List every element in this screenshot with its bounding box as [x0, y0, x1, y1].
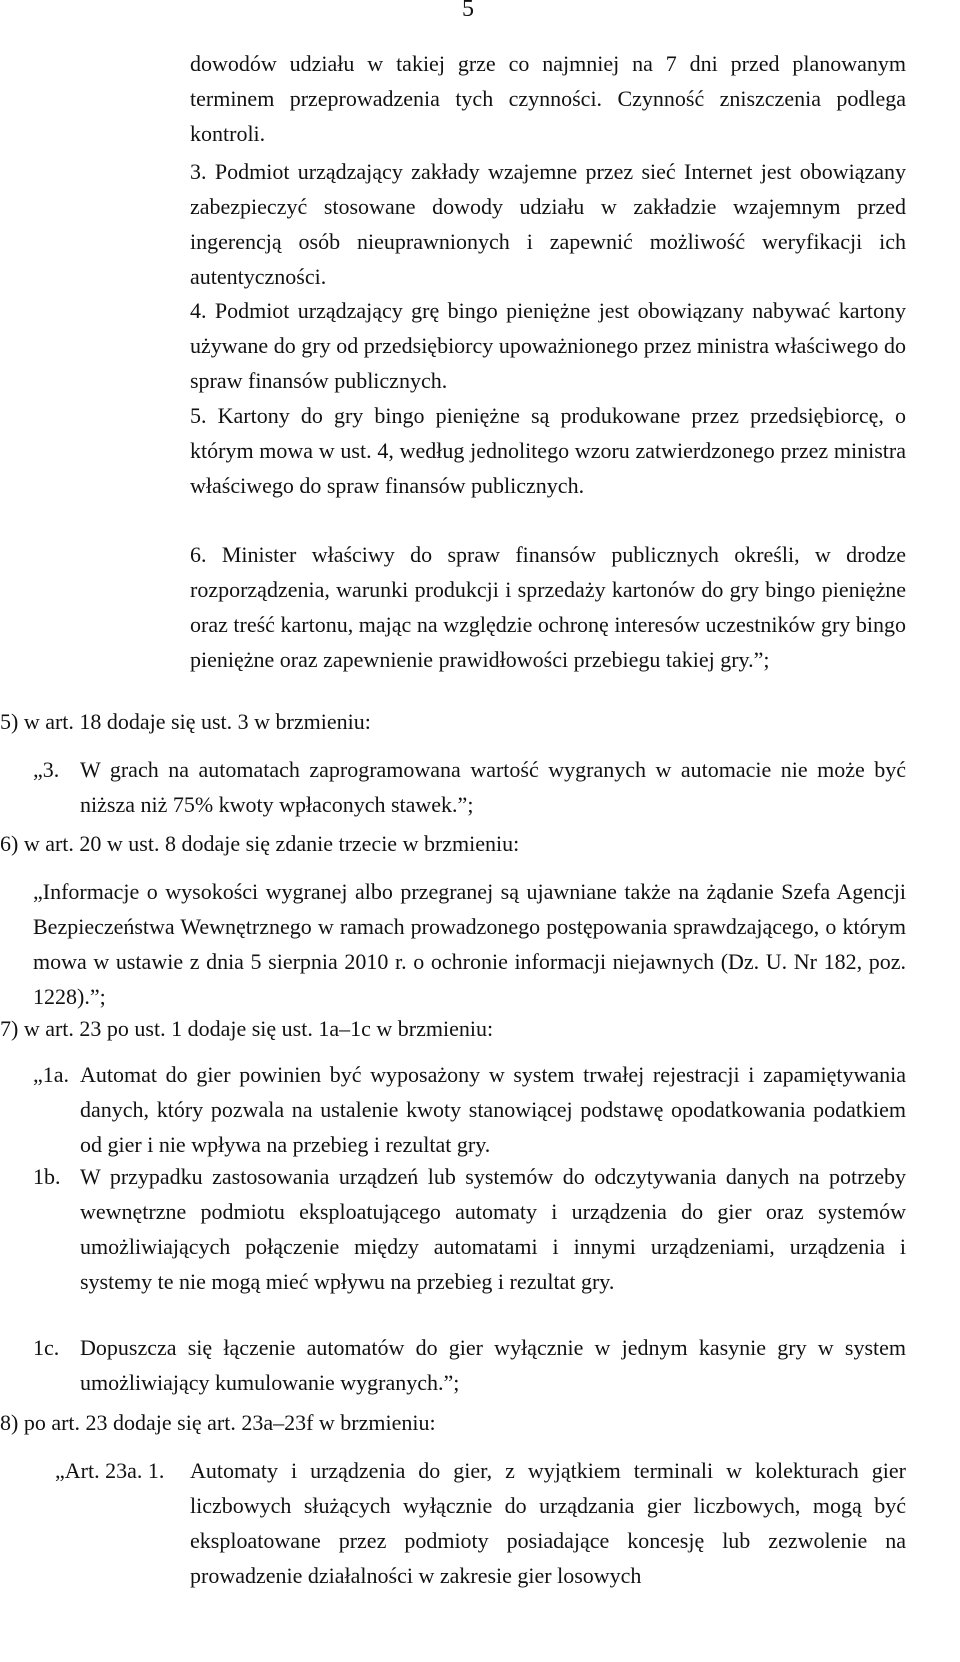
quoted-provision-3-text: W grach na automatach zaprogramowana wartość wygranych w automacie nie może być niższa niż 75% kwoty wpłaconych stawek.”;: [80, 757, 906, 817]
quoted-article-23a-label: „Art. 23a. 1.: [55, 1458, 165, 1483]
amendment-item-7: 7) w art. 23 po ust. 1 dodaje się ust. 1a–1c w brzmieniu:: [0, 1016, 494, 1041]
quoted-sentence-art-20: „Informacje o wysokości wygranej albo przegranej są ujawniane także na żądanie Szefa Agencji Bezpieczeństwa Wewnętrznego w ramach prowadzonego postępowania sprawdzającego, o którym mowa w ustawie z dnia 5 sierpnia 2010 r. o ochronie informacji niejawnych (Dz. U. Nr 182, poz. 1228).”;: [33, 879, 906, 1009]
paragraph-5: 5. Kartony do gry bingo pieniężne są produkowane przez przedsiębiorcę, o którym mowa w ust. 4, według jednolitego wzoru zatwierdzonego przez ministra właściwego do spraw finansów publicznych.: [190, 403, 906, 498]
continuation-paragraph: dowodów udziału w takiej grze co najmniej na 7 dni przed planowanym terminem przeprowadzenia tych czynności. Czynność zniszczenia podlega kontroli.: [190, 51, 906, 146]
quoted-article-23a-text: Automaty i urządzenia do gier, z wyjątkiem terminali w kolekturach gier liczbowych służących wyłącznie do urządzania gier liczbowych, mogą być eksploatowane przez podmioty posiadające koncesję lub zezwolenie na prowadzenie działalności w zakresie gier losowych: [190, 1458, 906, 1588]
quoted-provision-1a-text: Automat do gier powinien być wyposażony w system trwałej rejestracji i zapamiętywania danych, który pozwala na ustalenie kwoty stanowiącej podstawę opodatkowania podatkiem od gier i nie wpływa na przebieg i rezultat gry.: [80, 1062, 906, 1157]
quoted-provision-1b-label: 1b.: [33, 1164, 61, 1189]
paragraph-4: 4. Podmiot urządzający grę bingo pieniężne jest obowiązany nabywać kartony używane do gry od przedsiębiorcy upoważnionego przez ministra właściwego do spraw finansów publicznych.: [190, 298, 906, 393]
quoted-provision-1b-text: W przypadku zastosowania urządzeń lub systemów do odczytywania danych na potrzeby wewnętrzne podmiotu eksploatującego automaty i urządzenia do gier oraz systemów umożliwiających połączenie między automatami i innymi urządzeniami, urządzenia i systemy te nie mogą mieć wpływu na przebieg i rezultat gry.: [80, 1164, 906, 1294]
page-number: 5: [462, 0, 474, 22]
quoted-provision-1c-label: 1c.: [33, 1335, 60, 1360]
quoted-provision-1a-label: „1a.: [33, 1062, 70, 1087]
paragraph-6: 6. Minister właściwy do spraw finansów publicznych określi, w drodze rozporządzenia, warunki produkcji i sprzedaży kartonów do gry bingo pieniężne oraz treść kartonu, mając na względzie ochronę interesów uczestników gry bingo pieniężne oraz zapewnienie prawidłowości przebiegu takiej gry.”;: [190, 542, 906, 672]
paragraph-3: 3. Podmiot urządzający zakłady wzajemne przez sieć Internet jest obowiązany zabezpieczyć stosowane dowody udziału w zakładzie wzajemnym przed ingerencją osób nieuprawnionych i zapewnić możliwość weryfikacji ich autentyczności.: [190, 159, 906, 289]
quoted-provision-3-label: „3.: [33, 757, 60, 782]
amendment-item-8: 8) po art. 23 dodaje się art. 23a–23f w brzmieniu:: [0, 1410, 436, 1435]
amendment-item-6: 6) w art. 20 w ust. 8 dodaje się zdanie trzecie w brzmieniu:: [0, 831, 520, 856]
quoted-provision-1c-text: Dopuszcza się łączenie automatów do gier wyłącznie w jednym kasynie gry w system umożliwiający kumulowanie wygranych.”;: [80, 1335, 906, 1395]
amendment-item-5: 5) w art. 18 dodaje się ust. 3 w brzmieniu:: [0, 709, 371, 734]
